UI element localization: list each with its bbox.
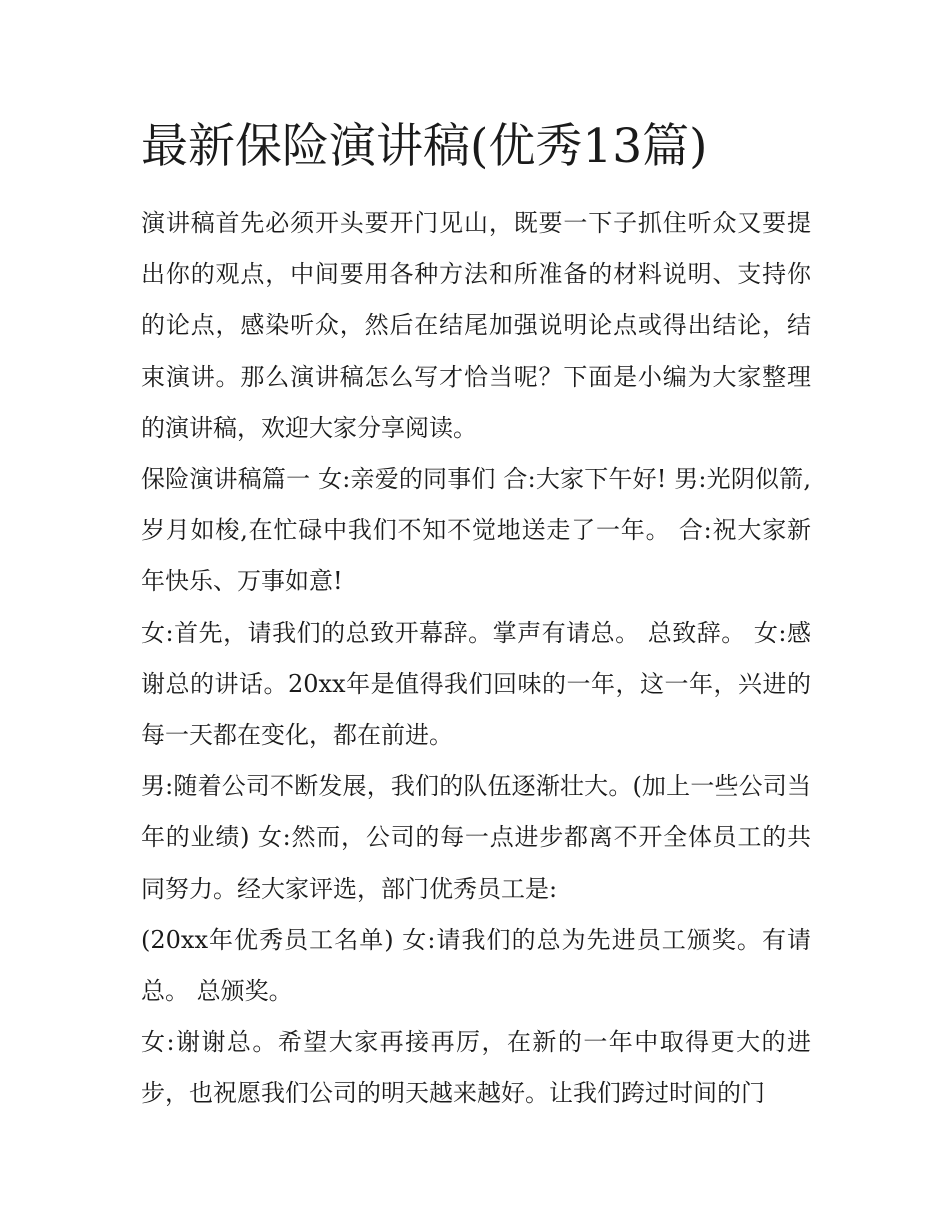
document-body xyxy=(141,198,811,1120)
speech-paragraph-opening: 保险演讲稿篇一 女:亲爱的同事们 合:大家下午好! 男:光阴似箭,岁月如梭,在忙碌中我们不知不觉地送走了一年。 合:祝大家新年快乐、万事如意! xyxy=(141,465,811,596)
speech-paragraph-development: 男:随着公司不断发展，我们的队伍逐渐壮大。(加上一些公司当年的业绩) 女:然而，公司的每一点进步都离不开全体员工的共同努力。经大家评选，部门优秀员工是: xyxy=(141,772,811,903)
speech-paragraph-awards: (20xx年优秀员工名单) 女:请我们的总为先进员工颁奖。有请总。 总颁奖。 xyxy=(141,925,811,1006)
intro-paragraph: 演讲稿首先必须开头要开门见山，既要一下子抓住听众又要提出你的观点，中间要用各种方法和所准备的材料说明、支持你的论点，感染听众，然后在结尾加强说明论点或得出结论，结束演讲。那么演讲稿怎么写才恰当呢？下面是小编为大家整理的演讲稿，欢迎大家分享阅读。 xyxy=(141,209,811,442)
speech-paragraph-welcome: 女:首先，请我们的总致开幕辞。掌声有请总。 总致辞。 女:感谢总的讲话。20xx年是值得我们回味的一年，这一年，兴进的每一天都在变化，都在前进。 xyxy=(141,618,811,750)
document-title: 最新保险演讲稿(优秀13篇) xyxy=(141,119,708,174)
speech-paragraph-closing: 女:谢谢总。希望大家再接再厉，在新的一年中取得更大的进步，也祝愿我们公司的明天越来越好。让我们跨过时间的门 xyxy=(141,1028,811,1108)
